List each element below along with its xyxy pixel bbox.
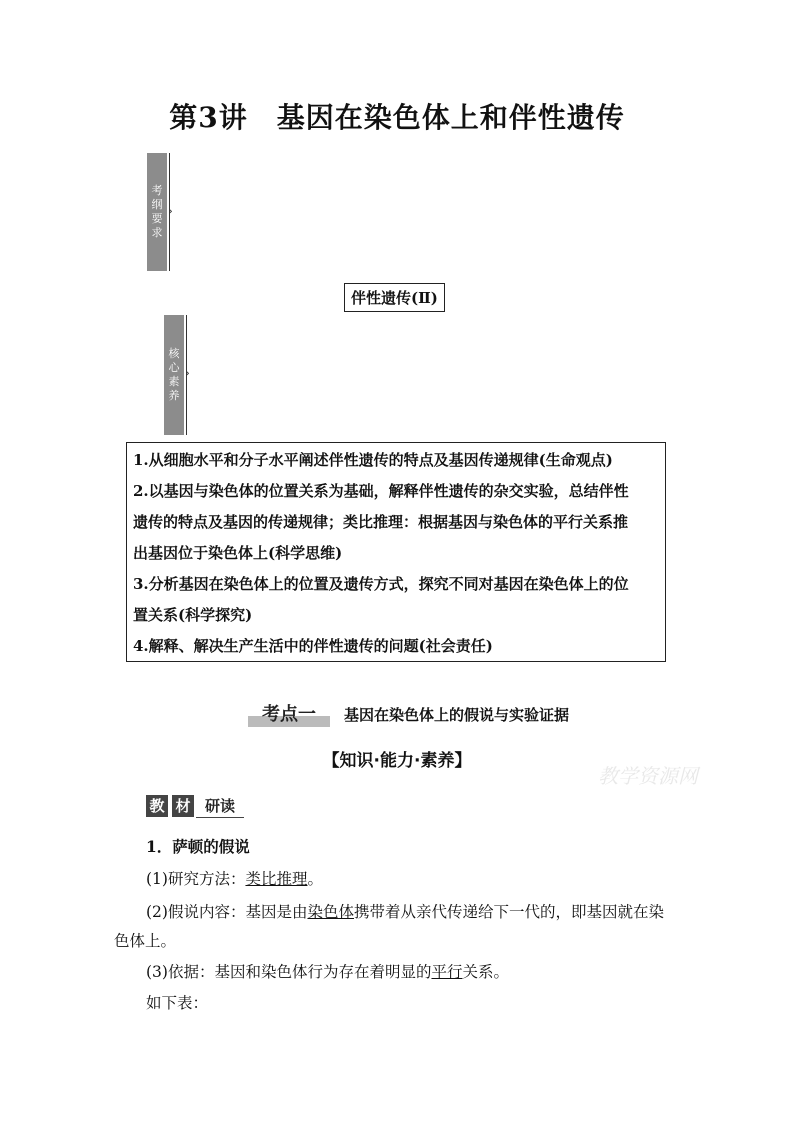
exam-requirement-box: 伴性遗传(Ⅱ) xyxy=(344,283,445,312)
textbook-badge-study: 研读 xyxy=(196,795,244,818)
kaodian-title: 基因在染色体上的假说与实验证据 xyxy=(344,706,570,724)
tab-char: 纲 xyxy=(151,198,163,211)
underlined-term: 平行 xyxy=(431,963,463,981)
textbook-badge-char: 教 xyxy=(146,795,168,817)
literacy-line: 1.从细胞水平和分子水平阐述伴性遗传的特点及基因传递规律(生命观点) xyxy=(133,451,613,469)
tab-char: 考 xyxy=(151,184,163,197)
text: 携带着从亲代传递给下一代的，即基因就在染 xyxy=(353,903,664,921)
paragraph-hypothesis-cont: 色体上。 xyxy=(114,932,177,950)
chevron-right-icon: › xyxy=(185,366,190,380)
paragraph-hypothesis xyxy=(146,896,664,929)
underlined-term: 染色体 xyxy=(307,903,354,921)
text: (2)假说内容：基因是由 xyxy=(146,903,308,921)
page-title: 第3讲 基因在染色体上和伴性遗传 xyxy=(169,101,625,134)
literacy-line: 4.解释、解决生产生活中的伴性遗传的问题(社会责任) xyxy=(133,637,493,655)
text: (3)依据：基因和染色体行为存在着明显的 xyxy=(146,963,432,981)
text: 关系。 xyxy=(462,963,509,981)
core-literacy-tab xyxy=(164,315,184,435)
tab-char: 要 xyxy=(151,212,163,225)
literacy-line: 出基因位于染色体上(科学思维) xyxy=(133,544,343,562)
text: (1)研究方法： xyxy=(146,870,246,888)
tab-char: 心 xyxy=(168,361,180,374)
tab-char: 求 xyxy=(151,226,163,239)
tab-char: 养 xyxy=(168,389,180,402)
paragraph-method xyxy=(146,863,323,896)
paragraph-table-intro: 如下表： xyxy=(146,994,209,1012)
literacy-line: 遗传的特点及基因的传递规律；类比推理：根据基因与染色体的平行关系推 xyxy=(133,513,629,531)
literacy-line: 3.分析基因在染色体上的位置及遗传方式，探究不同对基因在染色体上的位 xyxy=(133,575,629,593)
exam-outline-tab xyxy=(147,153,167,271)
core-literacy-box xyxy=(126,442,666,662)
textbook-badge-char: 材 xyxy=(172,795,194,817)
literacy-line: 置关系(科学探究) xyxy=(133,606,253,624)
text: 。 xyxy=(307,870,323,888)
tab-char: 素 xyxy=(168,375,180,388)
paragraph-basis xyxy=(146,956,509,989)
literacy-line: 2.以基因与染色体的位置关系为基础，解释伴性遗传的杂交实验，总结伴性 xyxy=(133,482,629,500)
section-heading-sutton: 1．萨顿的假说 xyxy=(146,837,250,856)
chevron-right-icon: › xyxy=(168,204,173,218)
kaodian-label: 考点一 xyxy=(248,703,330,727)
underlined-term: 类比推理 xyxy=(245,870,308,888)
watermark: 教学资源网 xyxy=(598,764,698,788)
tab-char: 核 xyxy=(168,347,180,360)
section-heading: 【知识·能力·素养】 xyxy=(322,751,472,771)
